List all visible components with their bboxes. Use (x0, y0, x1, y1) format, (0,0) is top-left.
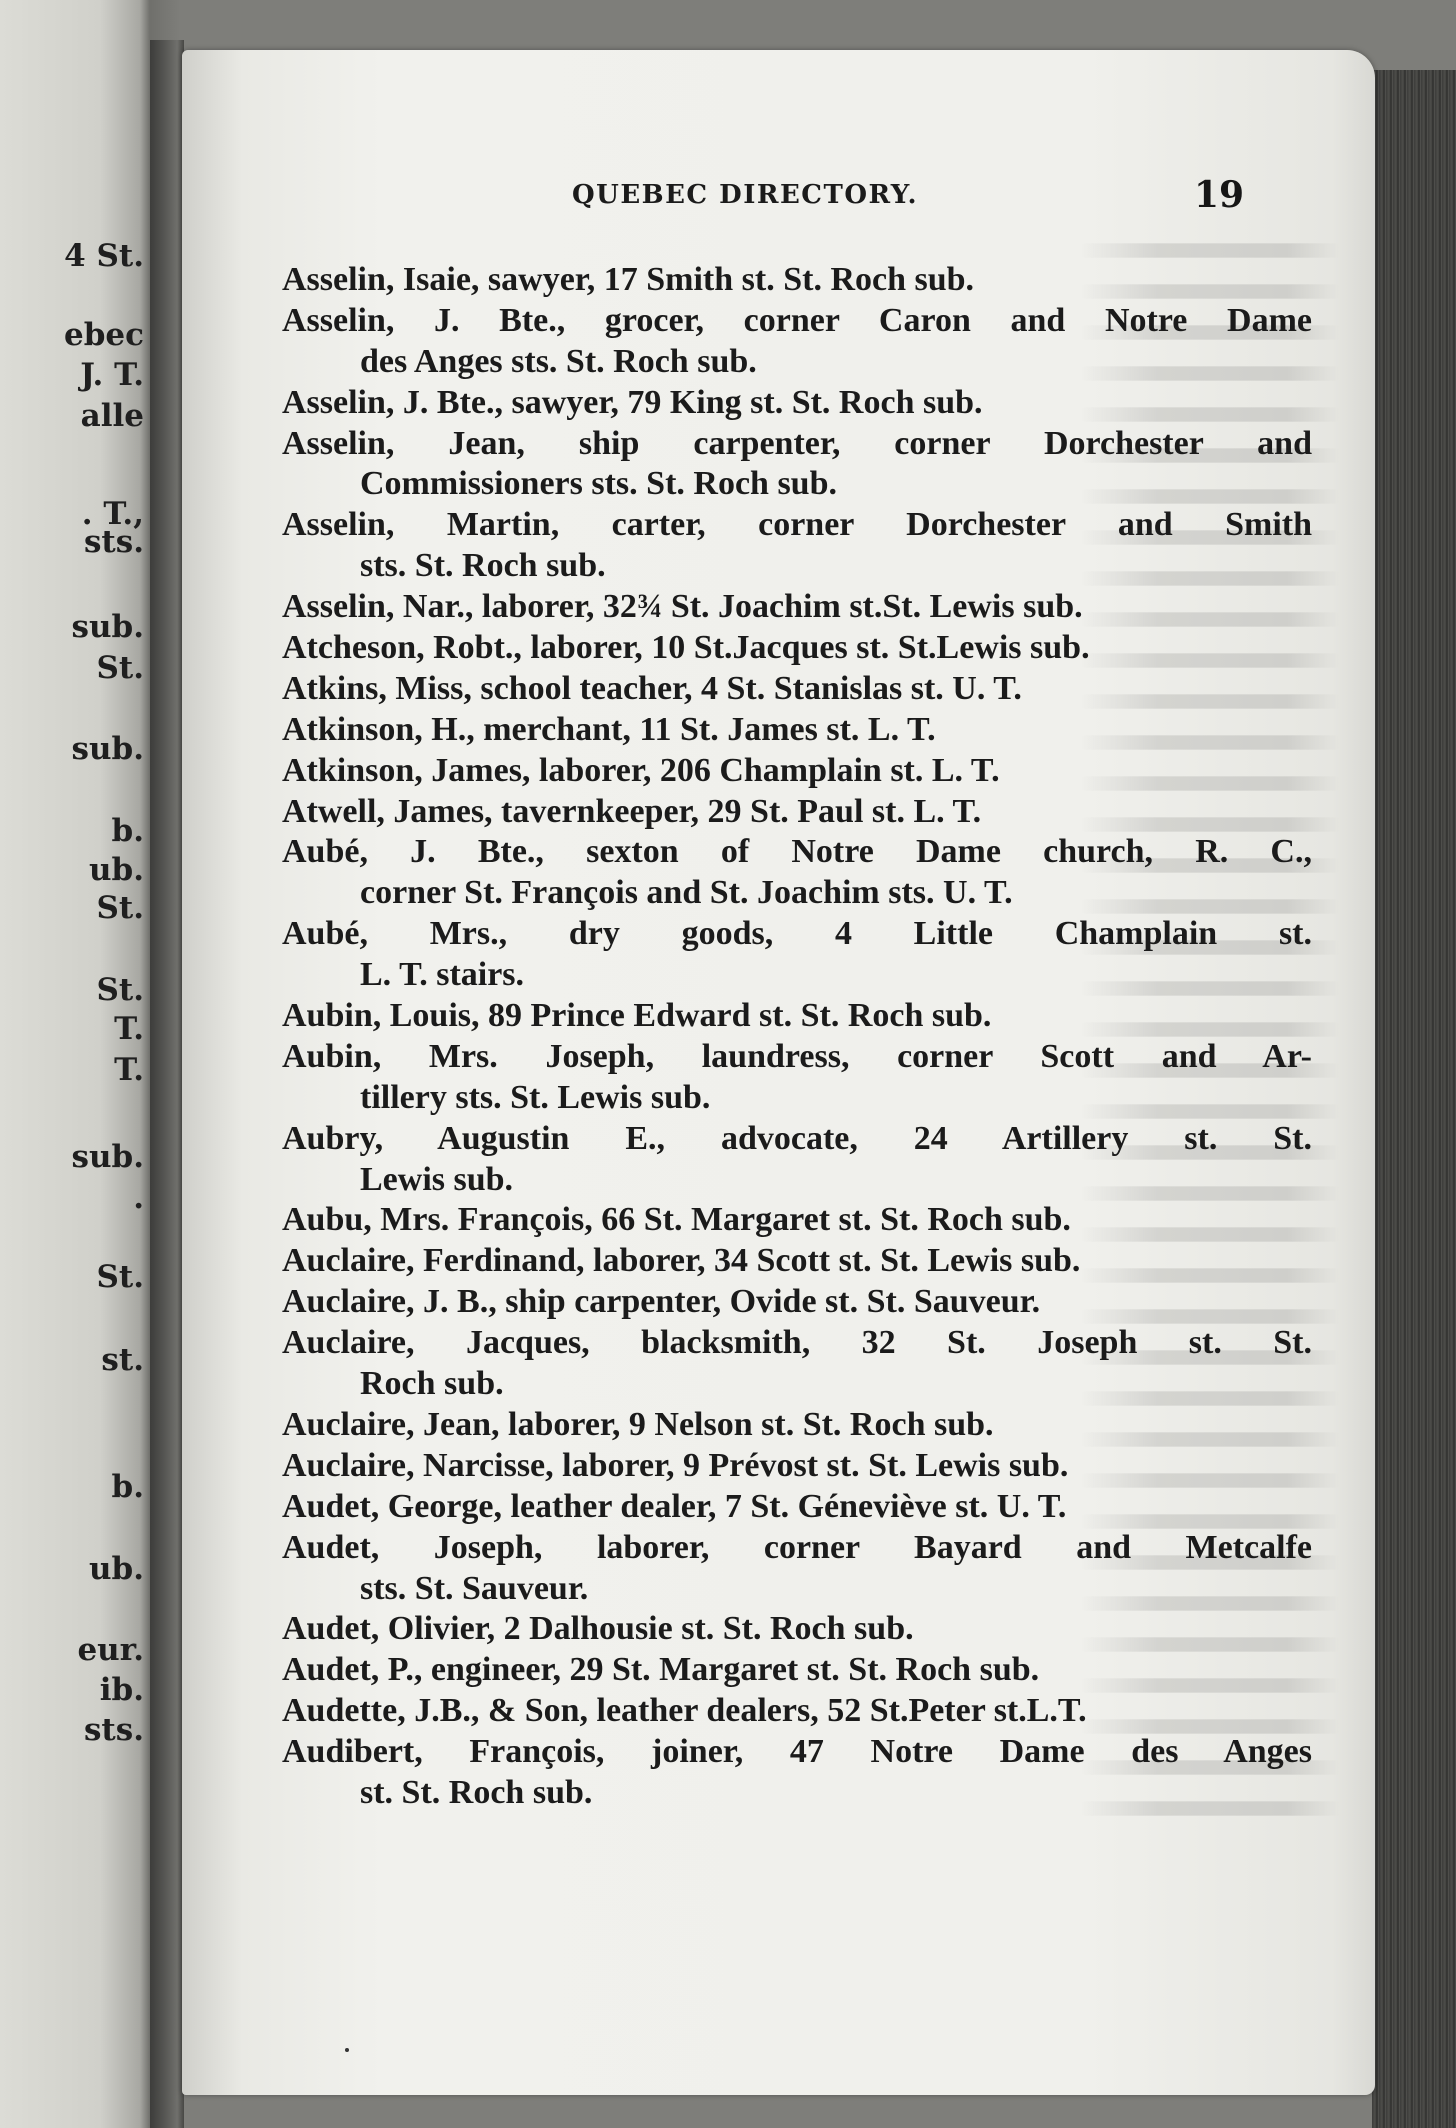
entry-line: Audibert, François, joiner, 47 Notre Dame des Anges (282, 1733, 1312, 1771)
directory-entry (282, 1732, 1312, 1814)
entry-line: Asselin, J. Bte., grocer, corner Caron and Notre Dame (282, 301, 1312, 339)
entry-line: Auclaire, Narcisse, laborer, 9 Prévost st. St. Lewis sub. (282, 1446, 1069, 1484)
left-page-fragment: ib. (99, 1672, 144, 1708)
directory-entry (282, 383, 1312, 424)
entry-line: Auclaire, J. B., ship carpenter, Ovide st. St. Sauveur. (282, 1283, 1041, 1321)
directory-entry (282, 1487, 1312, 1528)
entry-line: Aubé, J. Bte., sexton of Notre Dame church, R. C., (282, 833, 1312, 871)
entry-continuation-line: Roch sub. (360, 1365, 504, 1403)
entry-line: Atkins, Miss, school teacher, 4 St. Stanislas st. U. T. (282, 669, 1022, 707)
left-page-fragment: St. (96, 650, 144, 686)
entry-line: Audet, Joseph, laborer, corner Bayard and Metcalfe (282, 1528, 1312, 1566)
entry-continuation-line: des Anges sts. St. Roch sub. (360, 342, 757, 380)
directory-entry (282, 792, 1312, 833)
directory-entry (282, 1691, 1312, 1732)
entry-continuation-line: Commissioners sts. St. Roch sub. (360, 465, 837, 503)
entry-continuation-line: sts. St. Sauveur. (360, 1569, 589, 1607)
left-page-fragment: b. (111, 813, 144, 849)
entry-continuation-line: st. St. Roch sub. (360, 1773, 593, 1811)
entry-line: Audet, Olivier, 2 Dalhousie st. St. Roch sub. (282, 1610, 914, 1648)
directory-entry (282, 424, 1312, 506)
left-page-fragment: sub. (71, 1139, 144, 1175)
book-gutter (150, 40, 184, 2128)
left-page-fragment: ub. (88, 1551, 144, 1587)
entry-line: Atkinson, James, laborer, 206 Champlain st. L. T. (282, 751, 1000, 789)
directory-entry (282, 710, 1312, 751)
directory-entry (282, 1446, 1312, 1487)
directory-entry (282, 1405, 1312, 1446)
directory-entry (282, 1282, 1312, 1323)
entry-line: Aubin, Mrs. Joseph, laundress, corner Scott and Ar- (282, 1037, 1312, 1075)
directory-entry (282, 1200, 1312, 1241)
ink-speck (345, 2048, 349, 2052)
left-page-fragment: . T., (81, 496, 144, 532)
left-page-fragment: J. T. (80, 357, 144, 393)
entry-line: Auclaire, Jean, laborer, 9 Nelson st. St. Roch sub. (282, 1405, 994, 1443)
entry-line: Audet, P., engineer, 29 St. Margaret st. St. Roch sub. (282, 1651, 1040, 1689)
left-page-fragment: ebec (64, 317, 144, 353)
entry-line: Audette, J.B., & Son, leather dealers, 52 St.Peter st.L.T. (282, 1692, 1087, 1730)
directory-entry (282, 260, 1312, 301)
left-page-fragment: b. (111, 1469, 144, 1505)
left-page-fragment: St. (96, 1259, 144, 1295)
entry-line: Atwell, James, tavernkeeper, 29 St. Paul st. L. T. (282, 792, 982, 830)
entry-line: Aubry, Augustin E., advocate, 24 Artillery st. St. (282, 1119, 1312, 1157)
entry-line: Asselin, Martin, carter, corner Dorchester and Smith (282, 506, 1312, 544)
entry-line: Auclaire, Ferdinand, laborer, 34 Scott st. St. Lewis sub. (282, 1242, 1081, 1280)
page-number: 19 (1194, 174, 1245, 216)
entry-line: Atkinson, H., merchant, 11 St. James st. L. T. (282, 710, 936, 748)
directory-entry (282, 1323, 1312, 1405)
directory-entry (282, 669, 1312, 710)
entry-continuation-line: Lewis sub. (360, 1160, 514, 1198)
entry-line: Aubé, Mrs., dry goods, 4 Little Champlain st. (282, 915, 1312, 953)
entry-line: Asselin, Jean, ship carpenter, corner Dorchester and (282, 424, 1312, 462)
directory-entry (282, 1241, 1312, 1282)
left-page-fragment: sub. (71, 731, 144, 767)
left-page-fragment: sts. (83, 524, 144, 560)
left-page-fragment: T. (114, 1052, 144, 1088)
entry-line: Asselin, J. Bte., sawyer, 79 King st. St. Roch sub. (282, 383, 983, 421)
entry-line: Atcheson, Robt., laborer, 10 St.Jacques st. St.Lewis sub. (282, 629, 1090, 667)
directory-entry (282, 301, 1312, 383)
entry-continuation-line: sts. St. Roch sub. (360, 547, 606, 585)
left-page-fragment: St. (96, 890, 144, 926)
left-page-fragment: eur. (77, 1632, 144, 1668)
entry-line: Aubin, Louis, 89 Prince Edward st. St. Roch sub. (282, 997, 992, 1035)
left-page-fragment: ub. (88, 852, 144, 888)
directory-entry (282, 505, 1312, 587)
directory-entry (282, 628, 1312, 669)
left-page-fragment: . (133, 1180, 144, 1216)
entry-line: Asselin, Isaie, sawyer, 17 Smith st. St. Roch sub. (282, 261, 975, 298)
directory-entry (282, 751, 1312, 792)
directory-entry (282, 1119, 1312, 1201)
page-edges (1372, 70, 1456, 2128)
directory-entry (282, 832, 1312, 914)
left-page-fragment: St. (96, 972, 144, 1008)
left-page-fragment: sub. (71, 609, 144, 645)
entry-continuation-line: tillery sts. St. Lewis sub. (360, 1078, 711, 1116)
left-page-fragment: 4 St. (64, 238, 144, 274)
directory-entry (282, 587, 1312, 628)
left-page-fragment: T. (114, 1011, 144, 1047)
directory-entries (282, 260, 1312, 1814)
directory-entry (282, 1609, 1312, 1650)
entry-continuation-line: corner St. François and St. Joachim sts. U. T. (360, 874, 1013, 912)
entry-line: Aubu, Mrs. François, 66 St. Margaret st. St. Roch sub. (282, 1201, 1071, 1239)
entry-line: Audet, George, leather dealer, 7 St. Géneviève st. U. T. (282, 1487, 1067, 1525)
entry-line: Auclaire, Jacques, blacksmith, 32 St. Joseph st. St. (282, 1324, 1312, 1362)
entry-continuation-line: L. T. stairs. (360, 956, 525, 994)
left-page-fragment: sts. (83, 1712, 144, 1748)
directory-entry (282, 996, 1312, 1037)
left-page-fragment: alle (80, 398, 144, 434)
directory-entry (282, 1037, 1312, 1119)
left-page (0, 0, 150, 2128)
directory-entry (282, 1650, 1312, 1691)
directory-entry (282, 914, 1312, 996)
directory-entry (282, 1528, 1312, 1610)
entry-line: Asselin, Nar., laborer, 32¾ St. Joachim st.St. Lewis sub. (282, 588, 1083, 626)
running-header: QUEBEC DIRECTORY. (572, 180, 919, 210)
left-page-fragment: st. (101, 1342, 144, 1378)
